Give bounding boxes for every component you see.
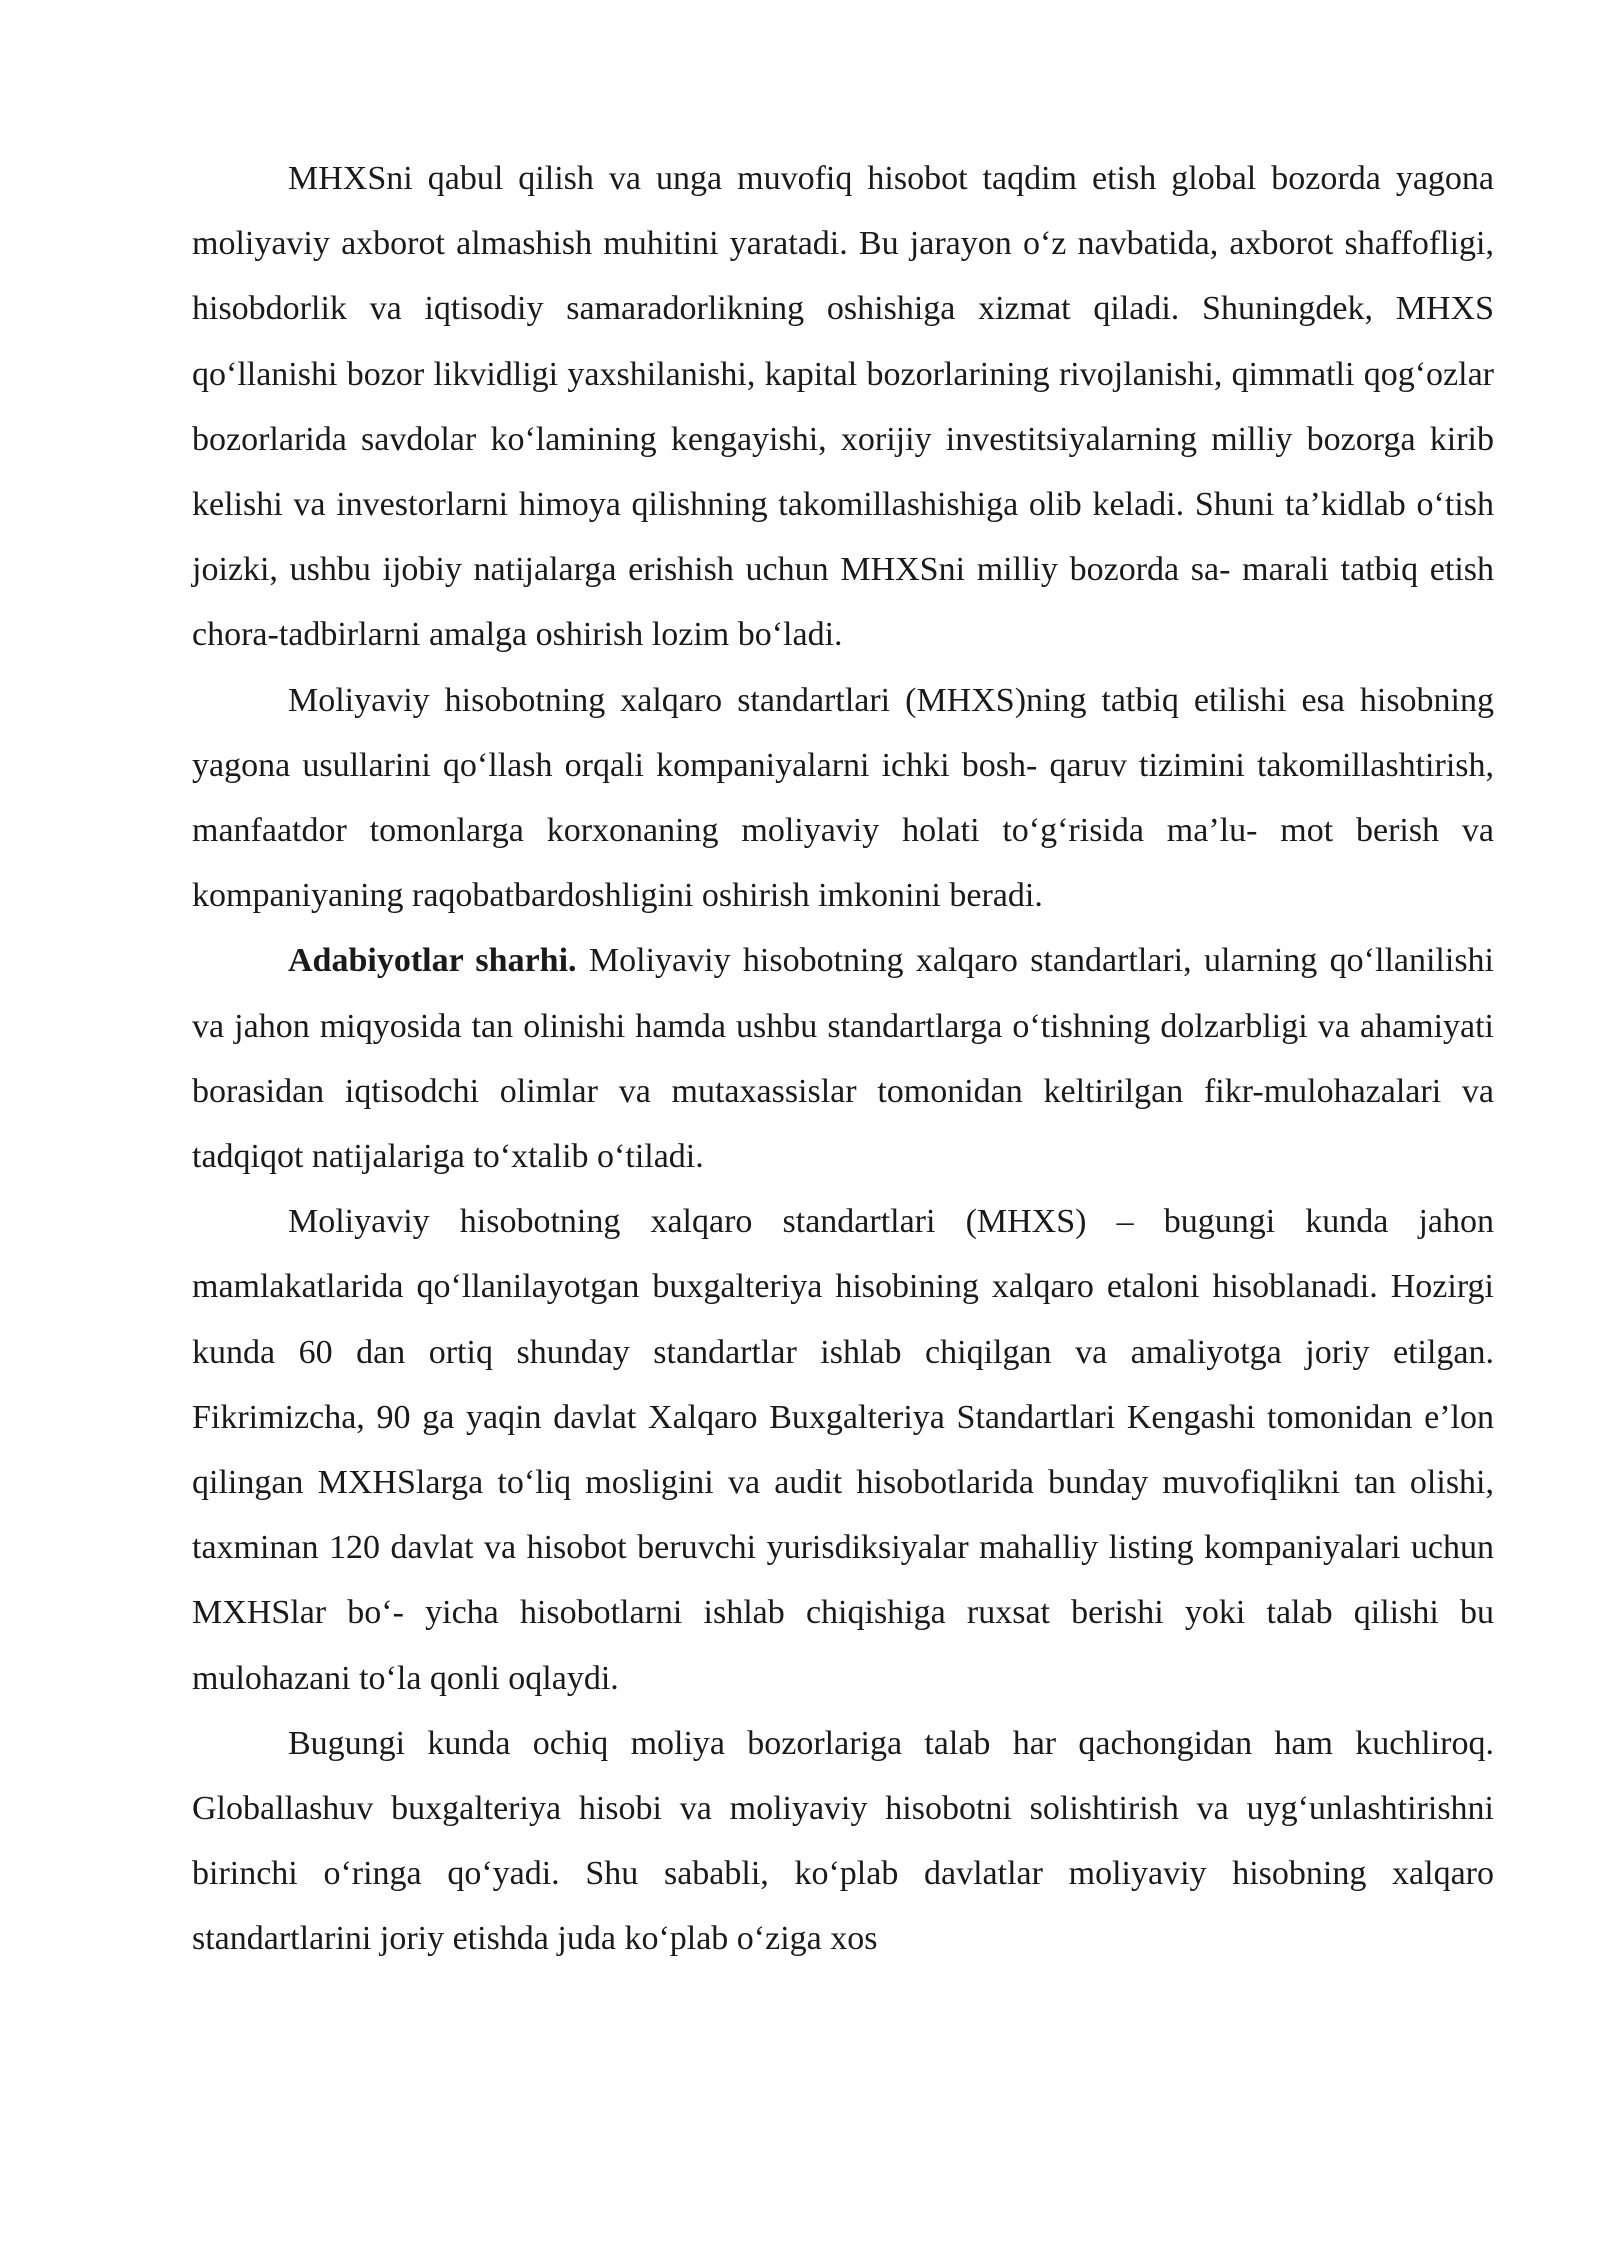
paragraph-mhxs-implementation bbox=[192, 668, 1494, 929]
paragraph-text: Moliyaviy hisobotning xalqaro standartlari (MHXS) – bugungi kunda jahon mamlakatlarida qo‘llanilayotgan buxgalteriya hisobining xalqaro etaloni hisoblanadi. Hozirgi kunda 60 dan ortiq shunday standartlar ishlab chiqilgan va amaliyotga joriy etilgan. Fikrimizcha, 90 ga yaqin davlat Xalqaro Buxgalteriya Standartlari Kengashi tomonidan e’lon qilingan MXHSlarga to‘liq mosligini va audit hisobotlarida bunday muvofiqlikni tan olishi, taxminan 120 davlat va hisobot beruvchi yurisdiksiyalar mahalliy listing kompaniyalari uchun MXHSlar bo‘- yicha hisobotlarni ishlab chiqishiga ruxsat berishi yoki talab qilishi bu mulohazani to‘la qonli oqlaydi. bbox=[192, 1203, 1494, 1697]
body-text bbox=[192, 146, 1494, 1972]
paragraph-text: Bugungi kunda ochiq moliya bozorlariga talab har qachongidan ham kuchliroq. Globallashuv buxgalteriya hisobi va moliyaviy hisobotni solishtirish va uyg‘unlashtirishni birinchi o‘ringa qo‘yadi. Shu sababli, ko‘plab davlatlar moliyaviy hisobning xalqaro standartlarini joriy etishda juda ko‘plab o‘ziga xos bbox=[192, 1724, 1494, 1958]
paragraph-text: Moliyaviy hisobotning xalqaro standartlari, ularning qo‘llanilishi va jahon miqyosida tan olinishi hamda ushbu standartlarga o‘tishning dolzarbligi va ahamiyati borasidan iqtisodchi olimlar va mutaxassislar tomonidan keltirilgan fikr-mulohazalari va tadqiqot natijalariga to‘xtalib o‘tiladi. bbox=[192, 942, 1494, 1176]
section-heading: Adabiyotlar sharhi. bbox=[288, 942, 577, 980]
paragraph-mhxs-definition bbox=[192, 1189, 1494, 1711]
paragraph-text: MHXSni qabul qilish va unga muvofiq hisobot taqdim etish global bozorda yagona moliyaviy axborot almashish muhitini yaratadi. Bu jarayon o‘z navbatida, axborot shaffofligi, hisobdorlik va iqtisodiy samaradorlikning oshishiga xizmat qiladi. Shuningdek, MHXS qo‘llanishi bozor likvidligi yaxshilanishi, kapital bozorlarining rivojlanishi, qimmatli qog‘ozlar bozorlarida savdolar ko‘lamining kengayishi, xorijiy investitsiyalarning milliy bozorga kirib kelishi va investorlarni himoya qilishning takomillashishiga olib keladi. Shuni ta’kidlab o‘tish joizki, ushbu ijobiy natijalarga erishish uchun MHXSni milliy bozorda sa- marali tatbiq etish chora-tadbirlarni amalga oshirish lozim bo‘ladi. bbox=[192, 160, 1494, 654]
paragraph-text: Moliyaviy hisobotning xalqaro standartlari (MHXS)ning tatbiq etilishi esa hisobning yagona usullarini qo‘llash orqali kompaniyalarni ichki bosh- qaruv tizimini takomillashtirish, manfaatdor tomonlarga korxonaning moliyaviy holati to‘g‘risida ma’lu- mot berish va kompaniyaning raqobatbardoshligini oshirish imkonini beradi. bbox=[192, 681, 1494, 915]
paragraph-mhxs-adoption bbox=[192, 146, 1494, 668]
paragraph-globalization bbox=[192, 1711, 1494, 1972]
paragraph-literature-review bbox=[192, 928, 1494, 1189]
